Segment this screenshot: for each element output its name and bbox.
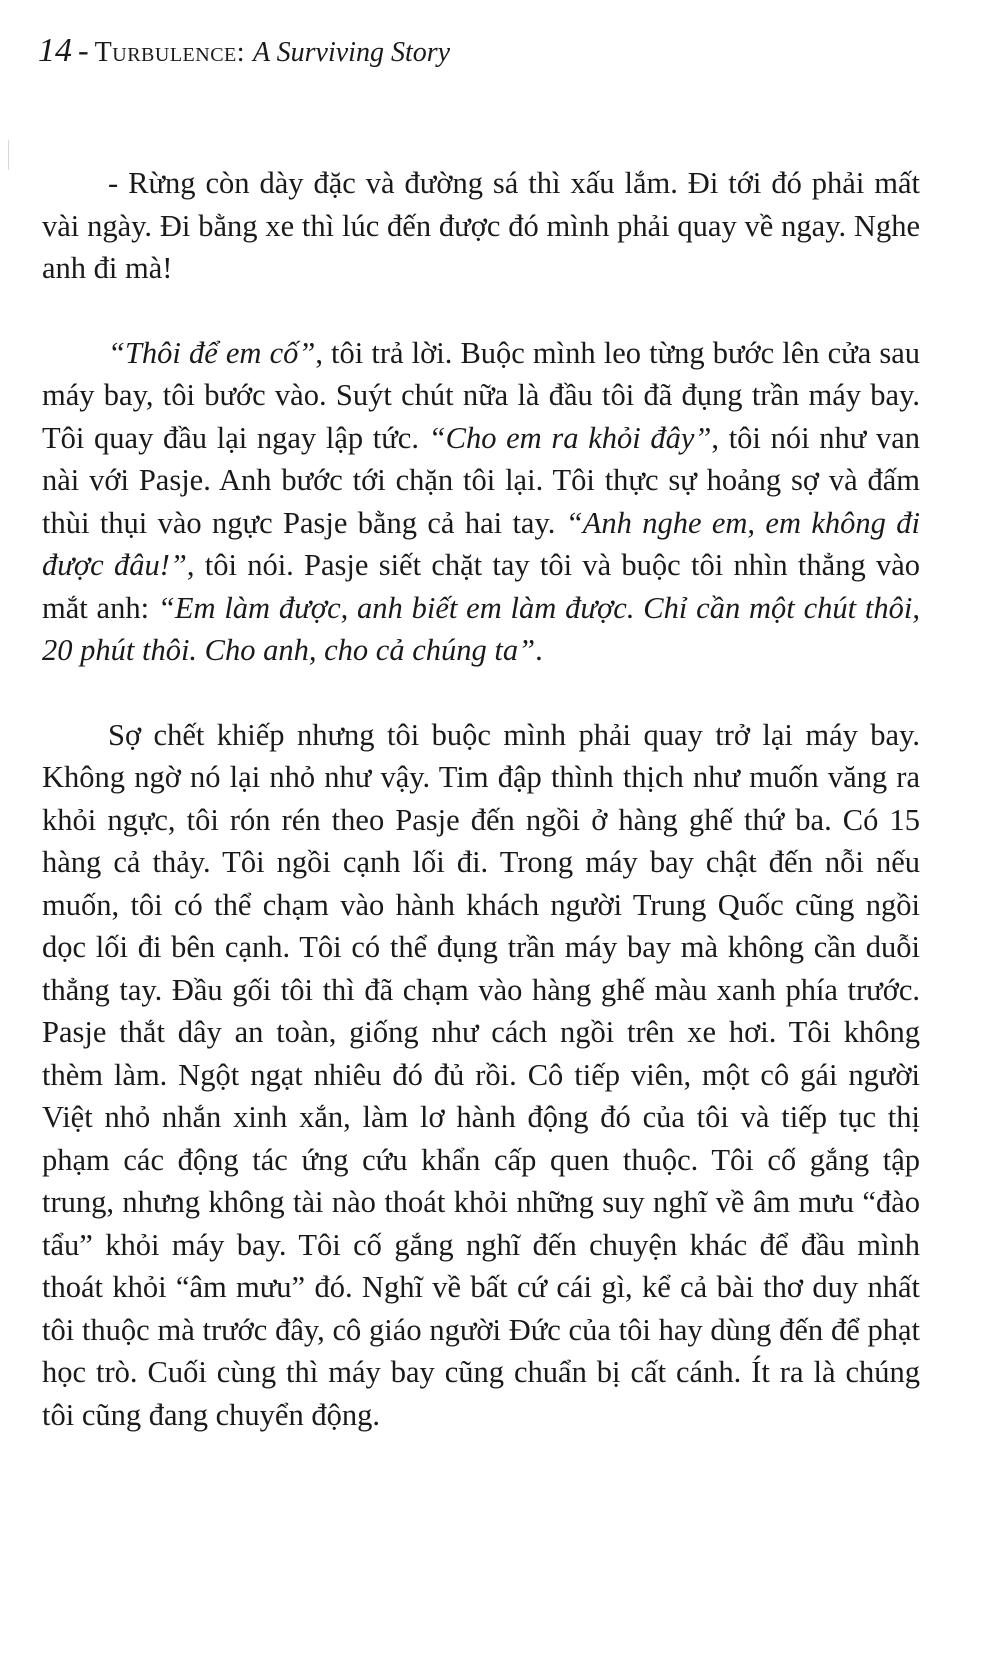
- italic-quote: “Em làm được, anh biết em làm được. Chỉ cần một chút thôi, 20 phút thôi. Cho anh, cho cả chúng ta”: [42, 590, 920, 667]
- italic-quote: “Cho em ra khỏi đây”: [428, 420, 712, 455]
- paragraph: [42, 714, 920, 1437]
- paragraph: [42, 162, 920, 290]
- paragraph: [42, 332, 920, 672]
- text-segment: Sợ chết khiếp nhưng tôi buộc mình phải quay trở lại máy bay. Không ngờ nó lại nhỏ như vậy. Tim đập thình thịch như muốn văng ra khỏi ngực, tôi rón rén theo Pasje đến ngồi ở hàng ghế thứ ba. Có 15 hàng cả thảy. Tôi ngồi cạnh lối đi. Trong máy bay chật đến nỗi nếu muốn, tôi có thể chạm vào hành khách người Trung Quốc cũng ngồi dọc lối đi bên cạnh. Tôi có thể đụng trần máy bay mà không cần duỗi thẳng tay. Đầu gối tôi thì đã chạm vào hàng ghế màu xanh phía trước. Pasje thắt dây an toàn, giống như cách ngồi trên xe hơi. Tôi không thèm làm. Ngột ngạt nhiêu đó đủ rồi. Cô tiếp viên, một cô gái người Việt nhỏ nhắn xinh xắn, làm lơ hành động đó của tôi và tiếp tục thị phạm các động tác ứng cứu khẩn cấp quen thuộc. Tôi cố gắng tập trung, nhưng không tài nào thoát khỏi những suy nghĩ về âm mưu “đào tẩu” khỏi máy bay. Tôi cố gắng nghĩ đến chuyện khác để đầu mình thoát khỏi “âm mưu” đó. Nghĩ về bất cứ cái gì, kể cả bài thơ duy nhất tôi thuộc mà trước đây, cô giáo người Đức của tôi hay dùng đến để phạt học trò. Cuối cùng thì máy bay cũng chuẩn bị cất cánh. Ít ra là chúng tôi cũng đang chuyển động.: [42, 717, 920, 1432]
- book-title: Turbulence:: [94, 37, 246, 68]
- text-segment: , tôi trả lời. Buộc mình leo từng bước lên cửa sau máy bay, tôi bước vào. Suýt chút nữa là đầu tôi đã đụng trần máy bay. Tôi quay đầu lại ngay lập tức.: [42, 335, 921, 455]
- page-number: 14: [38, 32, 72, 69]
- margin-mark: [8, 140, 9, 170]
- running-header: [38, 30, 450, 73]
- italic-quote: “Anh nghe em, em không đi được đâu!”: [42, 505, 920, 582]
- text-segment: .: [535, 633, 543, 667]
- italic-quote: “Thôi để em cố”: [108, 335, 316, 370]
- text-segment: , tôi nói. Pasje siết chặt tay tôi và buộc tôi nhìn thẳng vào mắt anh:: [42, 548, 920, 625]
- body-text: [42, 162, 920, 1436]
- text-segment: , tôi nói như van nài với Pasje. Anh bước tới chặn tôi lại. Tôi thực sự hoảng sợ và đấm thùi thụi vào ngực Pasje bằng cả hai tay.: [42, 420, 920, 540]
- header-separator: -: [78, 32, 89, 68]
- book-subtitle: A Surviving Story: [253, 37, 451, 68]
- text-segment: - Rừng còn dày đặc và đường sá thì xấu lắm. Đi tới đó phải mất vài ngày. Đi bằng xe thì lúc đến được đó mình phải quay về ngay. Nghe anh đi mà!: [42, 166, 920, 285]
